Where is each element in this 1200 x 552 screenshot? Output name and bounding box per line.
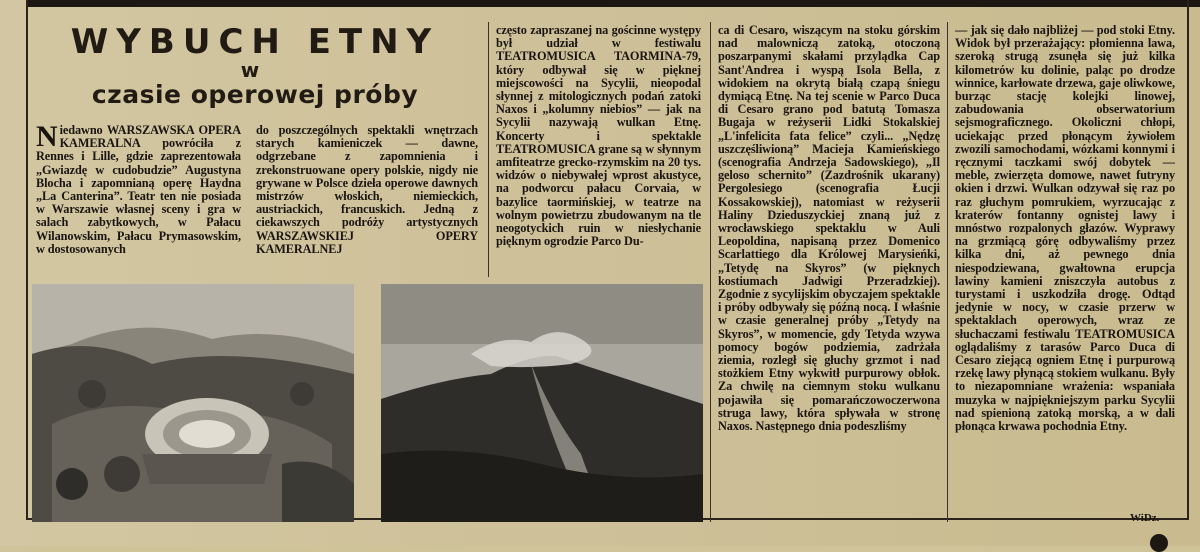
article-column-5 <box>955 24 1175 494</box>
column-divider <box>947 22 948 522</box>
column-3-text: często zapraszanej na gościnne występy był udział w festiwalu TEATROMUSICA TAORMINA-79, który odbywał się w pięknej miejscowości na Sycylii, nieopodal słynnej z mitologicznych podań zatoki Naxos i „kolumny niebios” — jak na Sycylii nazywają wulkan Etnę. Koncerty i spektakle TEATROMUSICA grane są w słynnym amfiteatrze grecko-rzymskim na 20 tys. widzów o niebywałej wprost akustyce, na podworcu pałacu Corvaia, w bazylice taormińskiej, w teatrze na wolnym powietrzu zbudowanym na tle neogotyckich ruin w niesłychanie pięknym ogrodzie Parco Du- <box>496 24 701 249</box>
corner-mark <box>1150 534 1168 552</box>
author-signature: WiDz. <box>1130 512 1160 524</box>
frame-left-rule <box>26 0 28 520</box>
column-1-text: iedawno WARSZAWSKA OPERA KAMERALNA powróciła z Rennes i Lille, gdzie zaprezentowała „Gwiazdę w cudobudzie” Augustyna Blocha i zapomnianą operę Haydna „La Canterina”. Teatr ten nie posiada w Warszawie własnej sceny i gra w salach zabytkowych, w Pałacu Wilanowskim, Pałacu Prymasowskim, w dostosowanych <box>36 124 241 256</box>
top-rule <box>28 0 1200 7</box>
amphitheatre-photo-image <box>32 284 354 522</box>
headline-line-2: w <box>240 58 260 82</box>
column-5-text: — jak się dało najbliżej — pod stoki Etny. Widok był przerażający: płomienna lawa, szeroką strugą zsunęła się już kilka kilometrów ku dolinie, paląc po drodze winnice, karłowate drzewa, gaje oliwkowe, burząc stację kolejki linowej, zabudowania obserwatorium sejsmograficznego. Okoliczni chłopi, uciekając przed płonącym żywiołem zwozili samochodami, wózkami konnymi i ręcznymi taczkami swój dobytek — meble, zwierzęta domowe, nawet futryny okien i drzwi. Wulkan odzywał się raz po raz głuchym pomrukiem, wyrzucając z kraterów fontanny ognistej lawy i mnóstwo rozpalonych głazów. Wyprawy na grzmiącą górę odbywaliśmy przez kilka dni, aż pewnego dnia niespodziewana, gwałtowna erupcja lawiny kamieni zniszczyła autobus z turystami i uszkodziła drogę. Odtąd jedynie w nocy, w czasie przerw w spektaklach operowych, wraz ze słuchaczami festiwalu TEATROMUSICA oglądaliśmy z tarasów Parco Duca di Cesaro ziejącą ogniem Etnę i purpurową rzekę lawy płynącą stokiem wulkanu. Były to niezapomniane wrażenia: wspaniała muzyka w najpiękniejszym parku Sycylii nad spienioną zatoką morską, a w dali płonąca krwawa pochodnia Etny. <box>955 24 1175 434</box>
amphitheatre-photo <box>32 284 354 522</box>
headline-line-1: WYBUCH ETNY <box>70 22 440 62</box>
article-column-2 <box>256 124 478 274</box>
column-4-text: ca di Cesaro, wiszącym na stoku górskim nad malowniczą zatoką, otoczoną poszarpanymi skałami przylądka Cap Sant'Andrea i wyspą Isola Bella, z widokiem na okrytą białą czapą śniegu dymiącą Etnę. Na tej scenie w Parco Duca di Cesaro grano pod batutą Tomasza Bugaja w reżyserii Lidki Stokalskiej „L'infelicita fata felice” czyli... „Nędzę uszczęśliwioną” Macieja Kamieńskiego (scenografia Andrzeja Sadowskiego), „Il geloso schernito” (Zazdrośnik ukarany) Pergolesiego (scenografia Łucji Kossakowskiej), natomiast w reżyserii Haliny Dzieduszyckiej znaną już z wrocławskiego spektaklu w Auli Leopoldina, napisaną przez Domenico Scarlattiego dla Królowej Marysieńki, „Tetydę na Skyros” (w pięknych kostiumach Jadwigi Przeradzkiej). Zgodnie z sycylijskim obyczajem spektakle i próby odbywały się późną nocą. I właśnie w czasie generalnej próby „Tetydy na Skyros”, w momencie, gdy Tetyda wzywa pomocy bogów podziemia, zadrżała ziemia, rozległ się głuchy grzmot i nad stożkiem Etny wykwitł purpurowy obłok. Za chwilę na ciemnym stoku wulkanu pojawiła się pomarańczowoczerwona struga lawy, która spływała w stronę Naxos. Następnego dnia podeszliśmy <box>718 24 940 434</box>
drop-cap: N <box>36 124 58 153</box>
headline-line-3: czasie operowej próby <box>91 80 419 109</box>
column-divider <box>488 22 489 277</box>
article-column-3 <box>496 24 701 274</box>
etna-eruption-photo <box>381 284 703 522</box>
etna-eruption-photo-image <box>381 284 703 522</box>
column-divider <box>710 22 711 522</box>
column-2-text: do poszczególnych spektakli wnętrzach starych kamieniczek — dawne, odgrzebane z zapomnienia i zrekonstruowane opery polskie, nigdy nie grywane w Polsce dzieła operowe dawnych mistrzów włoskich, niemieckich, austriackich, francuskich. Jedną z ciekawszych podróży artystycznych WARSZAWSKIEJ OPERY KAMERALNEJ <box>256 124 478 256</box>
article-column-4 <box>718 24 940 524</box>
frame-right-rule <box>1187 0 1189 520</box>
article-column-1 <box>36 124 241 274</box>
